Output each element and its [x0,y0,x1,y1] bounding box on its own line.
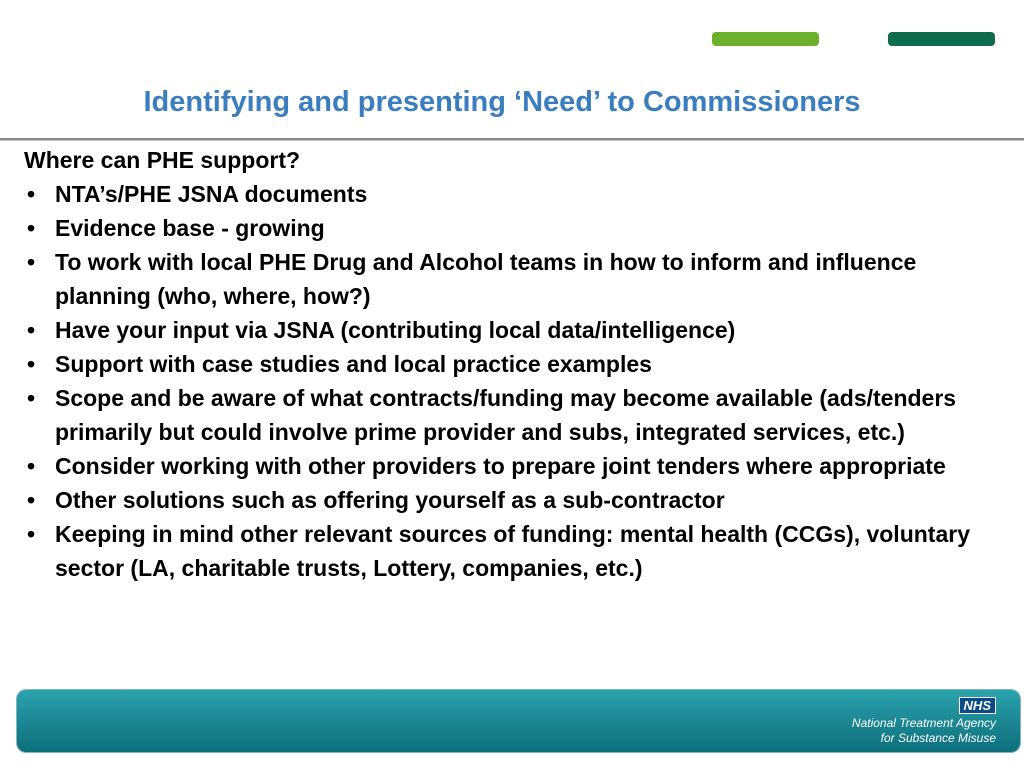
bullet-icon: • [27,249,36,275]
bullet-item [24,483,984,517]
bullet-text: Scope and be aware of what contracts/funding may become available (ads/tenders primarily but could involve prime provider and subs, integrated services, etc.) [55,385,957,445]
bullet-icon: • [27,487,36,513]
bullet-item [24,211,984,245]
bullet-text: To work with local PHE Drug and Alcohol teams in how to inform and influence planning (who, where, how?) [55,249,917,309]
title-divider [0,138,1024,141]
bullet-item [24,313,984,347]
bullet-icon: • [27,181,36,207]
bullet-text: Have your input via JSNA (contributing local data/intelligence) [55,317,736,343]
bullet-item [24,347,984,381]
bullet-icon: • [27,351,36,377]
bullet-item [24,177,984,211]
bullet-icon: • [27,453,36,479]
org-name-line-1: National Treatment Agency [851,716,996,730]
bullet-text: Consider working with other providers to prepare joint tenders where appropriate [55,453,946,479]
bullet-icon: • [27,385,36,411]
bullet-text: Support with case studies and local practice examples [55,351,652,377]
nhs-logo: NHS [959,697,996,714]
bullet-icon: • [27,215,36,241]
bullet-text: Keeping in mind other relevant sources of funding: mental health (CCGs), voluntary sector (LA, charitable trusts, Lottery, companies, etc.) [55,521,970,581]
bullet-item [24,517,984,585]
intro-text: Where can PHE support? [24,147,301,173]
bullet-text: Other solutions such as offering yourself as a sub-contractor [55,487,725,513]
org-name-line-2: for Substance Misuse [880,731,996,745]
bullet-item [24,245,984,313]
bullet-text: NTA’s/PHE JSNA documents [55,181,368,207]
slide-content [24,143,984,585]
accent-bar-green [712,32,819,46]
accent-bar-teal [888,32,995,46]
bullet-item [24,449,984,483]
bullet-list [24,177,984,585]
bullet-item [24,381,984,449]
bullet-icon: • [27,521,36,547]
bullet-text: Evidence base - growing [55,215,325,241]
bullet-icon: • [27,317,36,343]
slide-title: Identifying and presenting ‘Need’ to Commissioners [143,86,861,118]
